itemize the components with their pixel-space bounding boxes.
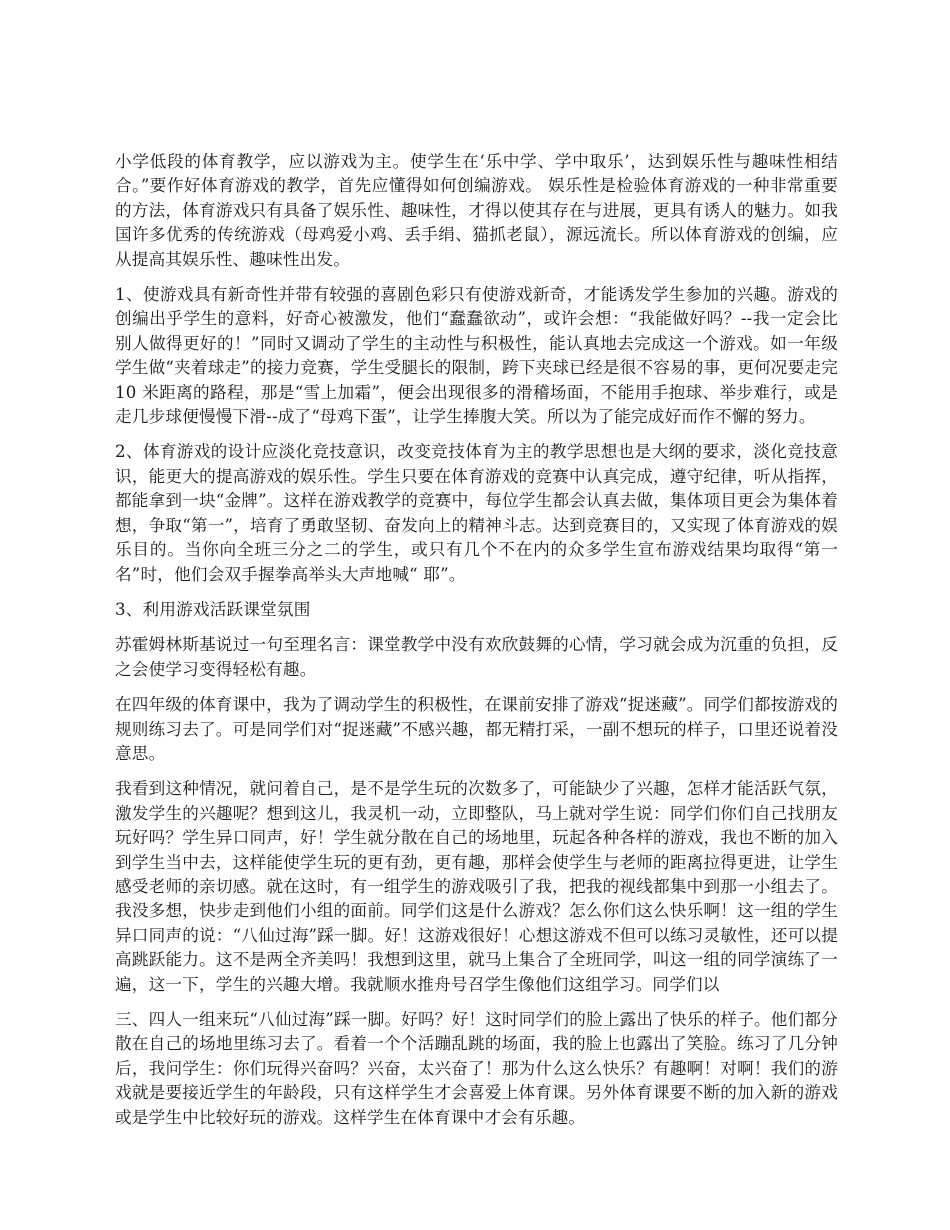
paragraph-observation: 我看到这种情况，就问着自己，是不是学生玩的次数多了，可能缺少了兴趣，怎样才能活跃气氛，激发学生的兴趣呢？想到这儿，我灵机一动，立即整队，马上就对学生说：同学们你们自己找朋友玩好吗？学生异口同声，好！学生就分散在自己的场地里，玩起各种各样的游戏，我也不断的加入到学生当中去，这样能使学生玩的更有劲，更有趣，那样会使学生与老师的距离拉得更进，让学生感受老师的亲切感。就在这时，有一组学生的游戏吸引了我，把我的视线都集中到那一小组去了。我没多想，快步走到他们小组的面前。同学们这是什么游戏？怎么你们这么快乐啊！这一组的学生异口同声的说：“八仙过海”踩一脚。好！这游戏很好！心想这游戏不但可以练习灵敏性，还可以提高跳跃能力。这不是两全齐美吗！我想到这里，就马上集合了全班同学，叫这一组的同学演练了一遍，这一下，学生的兴趣大增。我就顺水推舟号召学生像他们这组学习。同学们以 (115, 779, 838, 994)
paragraph-point-1: 1、使游戏具有新奇性并带有较强的喜剧色彩只有使游戏新奇，才能诱发学生参加的兴趣。游戏的创编出乎学生的意料，好奇心被激发，他们“蠢蠢欲动”，或许会想：“我能做好吗？--我一定会比别人做得更好的！”同时又调动了学生的主动性与积极性，能认真地去完成这一个游戏。如一年级学生做“夹着球走”的接力竞赛，学生受腿长的限制，跨下夹球已经是很不容易的事，更何况要走完 10 米距离的路程，那是“雪上加霜”，便会出现很多的滑稽场面，不能用手抱球、举步难行，或是走几步球便慢慢下滑--成了“母鸡下蛋”，让学生捧腹大笑。所以为了能完成好而作不懈的努力。 (115, 285, 838, 427)
paragraph-grade4-class: 在四年级的体育课中，我为了调动学生的积极性，在课前安排了游戏“捉迷藏”。同学们都按游戏的规则练习去了。可是同学们对“捉迷藏”不感兴趣，都无精打采，一副不想玩的样子，口里还说着没意思。 (115, 695, 838, 763)
paragraph-point-2: 2、体育游戏的设计应淡化竞技意识，改变竞技体育为主的教学思想也是大纲的要求，淡化竞技意识，能更大的提高游戏的娱乐性。学生只要在体育游戏的竞赛中认真完成，遵守纪律，听从指挥，都能拿到一块“金牌”。这样在游戏教学的竞赛中，每位学生都会认真去做，集体项目更会为集体着想，争取“第一”，培育了勇敢坚韧、奋发向上的精神斗志。达到竞赛目的，又实现了体育游戏的娱乐目的。当你向全班三分之二的学生，或只有几个不在内的众多学生宣布游戏结果均取得“第一名”时，他们会双手握拳高举头大声地喊“ 耶”。 (115, 442, 838, 584)
section-heading-3: 3、利用游戏活跃课堂氛围 (115, 599, 311, 619)
paragraph-conclusion: 三、四人一组来玩“八仙过海”踩一脚。好吗？好！这时同学们的脸上露出了快乐的样子。他们都分散在自己的场地里练习去了。看着一个个活蹦乱跳的场面，我的脸上也露出了笑脸。练习了几分钟后，我问学生：你们玩得兴奋吗？兴奋，太兴奋了！那为什么这么快乐？有趣啊！对啊！我们的游戏就是要接近学生的年龄段，只有这样学生才会喜爱上体育课。另外体育课要不断的加入新的游戏或是学生中比较好玩的游戏。这样学生在体育课中才会有乐趣。 (115, 1010, 838, 1127)
paragraph-intro: 小学低段的体育教学，应以游戏为主。使学生在‘乐中学、学中取乐’，达到娱乐性与趣味性相结合。”要作好体育游戏的教学，首先应懂得如何创编游戏。 娱乐性是检验体育游戏的一种非常重要的方法，体育游戏只有具备了娱乐性、趣味性，才得以使其存在与进展，更具有诱人的魅力。如我国许多优秀的传统游戏（母鸡爱小鸡、丢手绢、猫抓老鼠），源远流长。所以体育游戏的创编，应从提高其娱乐性、趣味性出发。 (115, 152, 838, 269)
document-body (115, 150, 838, 1141)
paragraph-quote: 苏霍姆林斯基说过一句至理名言：课堂教学中没有欢欣鼓舞的心情，学习就会成为沉重的负担，反之会使学习变得轻松有趣。 (115, 635, 838, 679)
